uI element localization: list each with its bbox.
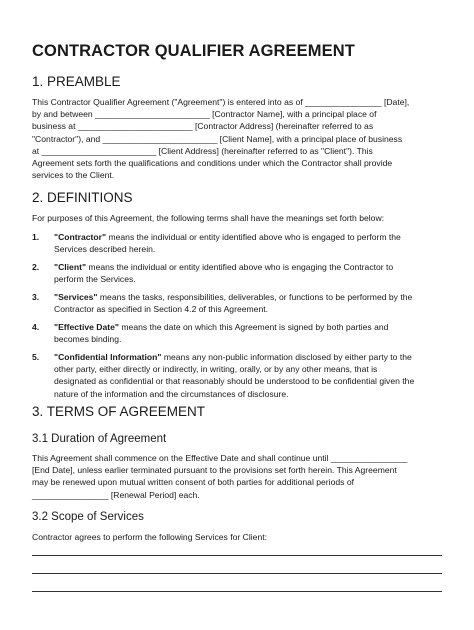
definition-item	[32, 321, 444, 345]
definition-item	[32, 351, 444, 400]
definition-text: means the individual or entity identified above who is engaging the Contractor to	[86, 262, 394, 272]
definition-term: "Services"	[54, 292, 98, 302]
preamble-line: by and between ________________________ [Contractor Name], with a principal place of	[32, 109, 377, 120]
definition-text: Contractor as specified in Section 4.2 of this Agreement.	[54, 304, 269, 315]
preamble-line: Agreement sets forth the qualifications and conditions under which the Contractor shall provide	[32, 158, 393, 169]
definition-item	[32, 291, 444, 315]
definition-number: 3.	[32, 292, 40, 302]
duration-line: [End Date], unless earlier terminated pursuant to the provisions set forth herein. This Agreement	[32, 465, 397, 476]
definition-number: 5.	[32, 352, 40, 362]
definition-number: 4.	[32, 322, 40, 332]
terms-heading: 3. TERMS OF AGREEMENT	[32, 404, 206, 419]
definitions-intro-text: For purposes of this Agreement, the following terms shall have the meanings set forth below:	[32, 213, 385, 223]
preamble-line: at ________________________ [Client Address] (hereinafter referred to as "Client"). This	[32, 145, 373, 156]
preamble-paragraph	[32, 96, 444, 181]
blank-fill-line	[32, 591, 442, 592]
definition-text: means the individual or entity identified above who is engaged to perform the	[106, 232, 401, 242]
duration-paragraph	[32, 452, 444, 501]
preamble-line: services to the Client.	[32, 170, 115, 181]
duration-line: may be renewed upon mutual written consent of both parties for additional periods of	[32, 477, 354, 488]
scope-intro	[32, 531, 444, 543]
preamble-line: business at ________________________ [Contractor Address] (hereinafter referred to as	[32, 121, 374, 132]
definition-text: becomes binding.	[54, 334, 122, 345]
blank-fill-line	[32, 555, 442, 556]
definition-item	[32, 261, 444, 285]
scope-intro-text: Contractor agrees to perform the following Services for Client:	[32, 532, 267, 542]
definition-text: designated as confidential or that reasonably should be understood to be confidential given the	[54, 376, 415, 387]
blank-fill-line	[32, 573, 442, 574]
definition-number: 2.	[32, 262, 40, 272]
preamble-line: This Contractor Qualifier Agreement ("Agreement") is entered into as of ________________ [Date],	[32, 97, 410, 107]
definitions-intro	[32, 212, 444, 224]
preamble-line: "Contractor"), and ________________________ [Client Name], with a principal place of business	[32, 133, 403, 144]
definition-text: means the tasks, responsibilities, deliverables, or functions to be performed by the	[97, 292, 413, 302]
duration-line: ________________ [Renewal Period] each.	[32, 489, 200, 500]
definition-term: "Contractor"	[54, 232, 107, 242]
scope-heading: 3.2 Scope of Services	[32, 511, 144, 523]
definition-text: nature of the information and the circumstances of disclosure.	[54, 388, 289, 399]
definition-text: perform the Services.	[54, 274, 136, 285]
document-title: CONTRACTOR QUALIFIER AGREEMENT	[32, 42, 355, 60]
definitions-list	[32, 231, 444, 405]
definition-term: "Effective Date"	[54, 322, 119, 332]
definition-text: means any non-public information disclosed by either party to the	[161, 352, 412, 362]
definitions-heading: 2. DEFINITIONS	[32, 190, 133, 205]
definition-text: Services described herein.	[54, 244, 156, 255]
definition-number: 1.	[32, 232, 40, 242]
definition-term: "Client"	[54, 262, 87, 272]
definition-item	[32, 231, 444, 255]
duration-heading: 3.1 Duration of Agreement	[32, 433, 167, 445]
duration-line: This Agreement shall commence on the Effective Date and shall continue until ________________	[32, 453, 408, 463]
definition-text: means the date on which this Agreement is signed by both parties and	[119, 322, 389, 332]
preamble-heading: 1. PREAMBLE	[32, 74, 121, 89]
definition-text: other party, either directly or indirectly, in writing, orally, or by any other means, that is	[54, 364, 378, 375]
definition-term: "Confidential Information"	[54, 352, 162, 362]
